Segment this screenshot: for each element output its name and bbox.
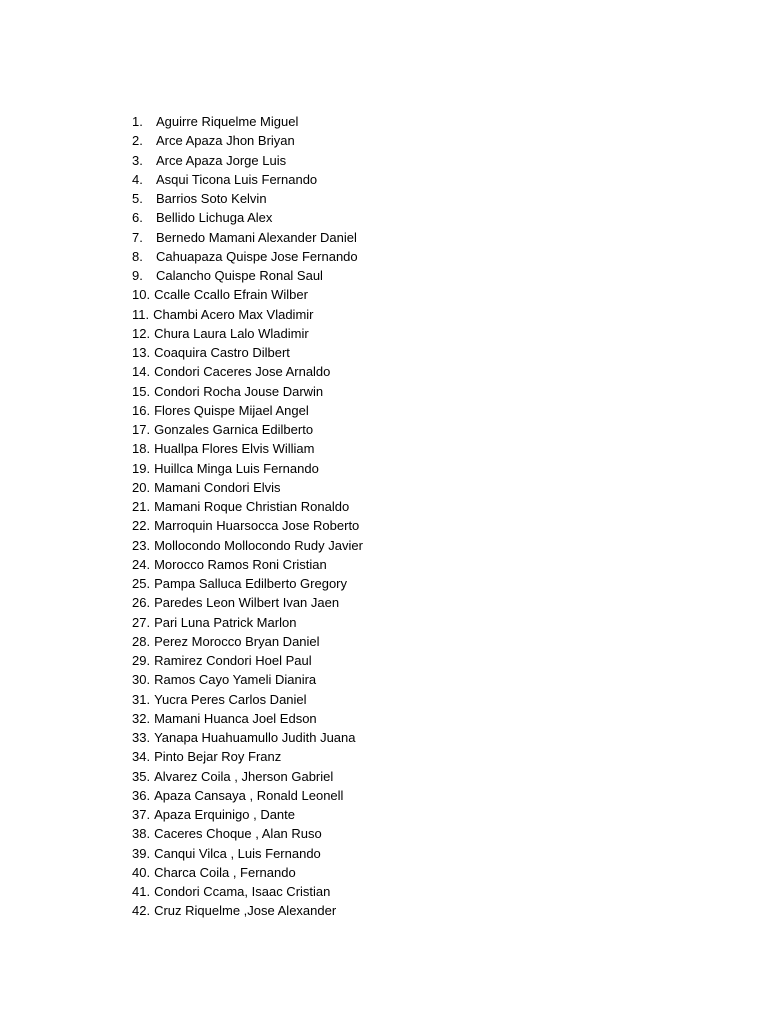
list-item-name: Condori Rocha Jouse Darwin	[154, 383, 324, 399]
list-item-number: 15.	[132, 383, 151, 399]
list-item	[132, 266, 363, 285]
list-item-name: Marroquin Huarsocca Jose Roberto	[154, 518, 360, 534]
list-item-name: Perez Morocco Bryan Daniel	[154, 633, 320, 649]
list-item-number: 10.	[132, 287, 151, 303]
list-item-number: 12.	[132, 325, 151, 341]
list-item-name: Gonzales Garnica Edilberto	[154, 422, 314, 437]
list-item-name: Condori Caceres Jose Arnaldo	[154, 364, 331, 380]
list-item-number: 39.	[132, 845, 151, 861]
list-item-number: 11.	[132, 306, 150, 322]
list-item-name: Caceres Choque , Alan Ruso	[154, 826, 322, 842]
list-item-name: Huillca Minga Luis Fernando	[154, 460, 319, 476]
list-item-name: Cahuapaza Quispe Jose Fernando	[156, 248, 358, 264]
list-item-number: 9.	[132, 268, 143, 283]
list-item	[132, 824, 363, 843]
list-item-number: 1.	[132, 114, 143, 129]
list-item-number: 6.	[132, 210, 143, 226]
list-item-name: Flores Quispe Mijael Angel	[154, 402, 309, 418]
list-item-name: Arce Apaza Jorge Luis	[156, 152, 287, 168]
list-item-name: Aguirre Riquelme Miguel	[156, 114, 299, 129]
list-item-number: 40.	[132, 864, 151, 880]
list-item	[132, 747, 363, 766]
list-item-number: 34.	[132, 749, 151, 765]
list-item	[132, 651, 363, 670]
list-item	[132, 112, 363, 131]
list-item-number: 31.	[132, 691, 151, 707]
list-item	[132, 497, 363, 516]
list-item	[132, 439, 363, 458]
list-item-name: Chura Laura Lalo Wladimir	[154, 325, 309, 341]
list-item	[132, 613, 363, 632]
list-item-number: 27.	[132, 614, 151, 630]
list-item	[132, 536, 363, 555]
list-item-number: 26.	[132, 595, 151, 611]
list-item	[132, 151, 363, 170]
list-item-number: 36.	[132, 787, 151, 803]
list-item-name: Ramirez Condori Hoel Paul	[154, 653, 312, 668]
list-item	[132, 247, 363, 266]
list-item	[132, 728, 363, 747]
list-item	[132, 420, 363, 439]
list-item-name: Yucra Peres Carlos Daniel	[154, 691, 307, 707]
list-item-number: 5.	[132, 191, 143, 206]
list-item-number: 3.	[132, 152, 143, 168]
list-item-name: Alvarez Coila , Jherson Gabriel	[154, 768, 334, 784]
list-item	[132, 285, 363, 304]
list-item	[132, 478, 363, 497]
list-item	[132, 382, 363, 401]
list-item-number: 17.	[132, 422, 151, 437]
list-item	[132, 324, 363, 343]
list-item-number: 8.	[132, 248, 143, 264]
list-item	[132, 131, 363, 150]
list-item-number: 19.	[132, 460, 151, 476]
list-item	[132, 208, 363, 227]
list-item-name: Bellido Lichuga Alex	[156, 210, 273, 226]
list-item-name: Morocco Ramos Roni Cristian	[154, 556, 327, 572]
list-item	[132, 844, 363, 863]
list-item	[132, 574, 363, 593]
list-item-number: 7.	[132, 229, 143, 245]
list-item	[132, 901, 363, 920]
list-item-number: 29.	[132, 653, 151, 668]
list-item-number: 32.	[132, 710, 151, 726]
list-item-name: Bernedo Mamani Alexander Daniel	[156, 229, 357, 245]
list-item-name: Pampa Salluca Edilberto Gregory	[154, 576, 348, 591]
list-item-number: 37.	[132, 807, 151, 822]
list-item	[132, 401, 363, 420]
list-item	[132, 459, 363, 478]
list-item-name: Pinto Bejar Roy Franz	[154, 749, 282, 765]
list-item	[132, 170, 363, 189]
list-item-name: Barrios Soto Kelvin	[156, 191, 267, 206]
list-item	[132, 670, 363, 689]
list-item-number: 23.	[132, 537, 151, 553]
list-item	[132, 362, 363, 381]
list-item-number: 35.	[132, 768, 151, 784]
list-item-name: Pari Luna Patrick Marlon	[154, 614, 297, 630]
list-item	[132, 805, 363, 824]
list-item-number: 14.	[132, 364, 151, 380]
list-item	[132, 516, 363, 535]
list-item	[132, 786, 363, 805]
list-item	[132, 228, 363, 247]
list-item	[132, 189, 363, 208]
list-item-name: Yanapa Huahuamullo Judith Juana	[154, 730, 356, 745]
list-item-name: Apaza Cansaya , Ronald Leonell	[154, 787, 344, 803]
list-item-number: 28.	[132, 633, 151, 649]
list-item-name: Mamani Huanca Joel Edson	[154, 710, 317, 726]
list-item	[132, 555, 363, 574]
list-item	[132, 632, 363, 651]
list-item-number: 2.	[132, 133, 143, 149]
list-item-name: Canqui Vilca , Luis Fernando	[154, 845, 321, 861]
name-list	[132, 112, 363, 921]
list-item-number: 42.	[132, 903, 151, 919]
list-item	[132, 709, 363, 728]
list-item-name: Apaza Erquinigo , Dante	[154, 807, 296, 822]
list-item-number: 22.	[132, 518, 151, 534]
list-item-name: Mamani Roque Christian Ronaldo	[154, 499, 350, 514]
list-item-name: Coaquira Castro Dilbert	[154, 345, 290, 360]
list-item-name: Chambi Acero Max Vladimir	[153, 306, 314, 322]
list-item	[132, 690, 363, 709]
list-item-number: 18.	[132, 441, 151, 457]
list-item-name: Charca Coila , Fernando	[154, 864, 296, 880]
list-item-number: 33.	[132, 730, 151, 745]
list-item-number: 41.	[132, 884, 151, 899]
list-item-name: Asqui Ticona Luis Fernando	[156, 171, 318, 187]
list-item-name: Calancho Quispe Ronal Saul	[156, 268, 323, 283]
list-item-name: Ccalle Ccallo Efrain Wilber	[154, 287, 308, 303]
list-item-name: Condori Ccama, Isaac Cristian	[154, 884, 331, 899]
list-item-number: 30.	[132, 672, 151, 688]
list-item-name: Mamani Condori Elvis	[154, 479, 281, 495]
list-item-name: Cruz Riquelme ,Jose Alexander	[154, 903, 337, 919]
list-item-name: Arce Apaza Jhon Briyan	[156, 133, 295, 149]
list-item	[132, 305, 363, 324]
list-item-number: 20.	[132, 479, 151, 495]
list-item-number: 24.	[132, 556, 151, 572]
list-item-number: 25.	[132, 576, 151, 591]
list-item	[132, 343, 363, 362]
list-item-name: Ramos Cayo Yameli Dianira	[154, 672, 317, 688]
list-item-number: 21.	[132, 499, 151, 514]
list-item	[132, 863, 363, 882]
list-item	[132, 767, 363, 786]
list-item	[132, 593, 363, 612]
list-item-number: 4.	[132, 171, 143, 187]
list-item-number: 16.	[132, 402, 151, 418]
list-item-name: Paredes Leon Wilbert Ivan Jaen	[154, 595, 340, 611]
list-item-name: Mollocondo Mollocondo Rudy Javier	[154, 537, 363, 553]
list-item	[132, 882, 363, 901]
list-item-number: 13.	[132, 345, 151, 360]
list-item-name: Huallpa Flores Elvis William	[154, 441, 315, 457]
list-item-number: 38.	[132, 826, 151, 842]
